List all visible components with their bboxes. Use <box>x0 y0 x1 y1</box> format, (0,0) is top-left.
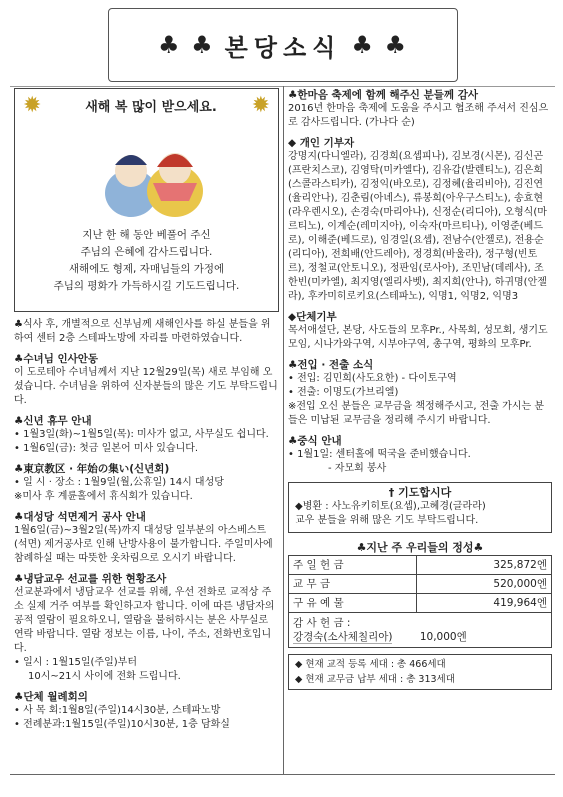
clubs-decoration-right: ♣ ♣ <box>351 31 409 59</box>
section-title: ♣냉담교우 선교를 위한 현황조사 <box>14 573 167 585</box>
section-title: ♣東京教区 · 年始の集い(신년회) <box>14 463 170 475</box>
right-column <box>288 88 552 690</box>
table-row <box>289 594 552 613</box>
section-body: • 전례분과:1월15일(주일)10시30분, 1층 담화실 <box>14 719 230 730</box>
greeting-lines <box>15 227 278 295</box>
section-title: ◆단체기부 <box>288 311 337 323</box>
section-body: • 사 목 회:1월8일(주일)14시30분, 스테파노방 <box>14 705 221 716</box>
section-body: - 자모회 봉사 <box>328 463 387 474</box>
section-new-year-holiday <box>14 414 279 456</box>
section-body: ※미사 후 계륜홀에서 휴식회가 있습니다. <box>14 491 193 502</box>
offering-table <box>288 555 552 648</box>
left-column <box>14 88 279 732</box>
prayer-line: 교우 분들을 위해 많은 기도 부탁드립니다. <box>295 515 479 526</box>
section-title: ♣단체 월례회의 <box>14 691 88 703</box>
greeting-line: 주님의 은혜에 감사드립니다. <box>80 246 213 258</box>
greeting-heading: 새해 복 많이 받으세요. <box>85 100 217 115</box>
lantern-icon-left: ✹ <box>23 93 42 118</box>
section-body: • 일 시 · 장소 : 1월9일(월,公휴일) 14시 대성당 <box>14 477 224 488</box>
new-year-greeting-box <box>14 88 279 312</box>
thanks-offering-cell <box>289 613 552 648</box>
section-title: ♣대성당 석면제거 공사 안내 <box>14 511 146 523</box>
table-cell-label: 주 일 헌 금 <box>289 556 417 575</box>
table-row <box>289 575 552 594</box>
hanbok-children-illustration <box>97 131 207 223</box>
column-divider <box>283 86 284 774</box>
section-body: • 1월1일: 센터홀에 떡국을 준비했습니다. <box>288 449 471 460</box>
section-new-year-greeting-room <box>14 318 279 346</box>
section-body: ♣식사 후, 개별적으로 신부님께 새해인사를 하실 분들을 위하여 센터 2층 스테파노방에 자리를 마련하였습니다. <box>14 319 271 344</box>
thanks-offering-entry <box>293 630 547 644</box>
section-title: ♣신년 휴무 안내 <box>14 415 92 427</box>
section-title: ◆ 개인 기부자 <box>288 137 355 149</box>
prayer-box <box>288 482 552 533</box>
table-cell-label: 구 유 예 물 <box>289 594 417 613</box>
greeting-line: 새해에도 형제, 자매님들의 가정에 <box>68 263 225 275</box>
section-body: 이 도로테아 수녀님께서 지난 12월29일(목) 새로 부임해 오셨습니다. 수녀님을 위하여 신자분들의 많은 기도 부탁드립니다. <box>14 367 278 406</box>
section-group-donors <box>288 310 552 352</box>
section-lapsed-survey <box>14 572 279 684</box>
section-body: 강명지(다니엘라), 김경희(요셉피나), 김보경(시몬), 김신곤(프란치스코), 김영탁(미카엘다), 김유갑(발렌티노), 김은희(스콜라스티카), 김정익(바오로), 김정혜(율리비아), 김진연(율리안나), 김춘림(아녜스), 류봉희(아우구스티노), 송효현(라우렌시오), 손경숙(마리아나), 신정순(리디아), 오형식(마르티노), 이계순(레미지아), 이숙자(마르티나), 이영준(베드로), 이해준(베드로), 임경일(요셉), 전남수(안젤로), 전용순(리디아), 전희배(안드레아), 정경희(바울라), 정구형(빈토르), 정철교(안토니오), 정판임(로사아), 조민남(데레사), 조한빈(미카엘), 최지영(엘리사벳), 최지희(안나), 하귀명(안젤라), 후카미히로키요(스테파노), 익명1, 익명2, 익명3 <box>288 151 547 302</box>
section-asbestos-removal <box>14 510 279 566</box>
section-title: ♣한마음 축제에 함께 해주신 분들께 감사 <box>288 89 478 101</box>
section-body: 1월6일(금)~3월2일(목)까지 대성당 일부분의 아스베스트(석면) 제거공사로 인해 난방사용이 불가합니다. 주일미사에 참례하실 때는 따뜻한 옷차림으로 오시기 바랍니다. <box>14 525 273 564</box>
section-transfer-news <box>288 358 552 428</box>
table-row <box>289 613 552 648</box>
stats-line: ◆ 현재 교무금 납부 세대 : 총 313세대 <box>295 674 455 685</box>
clubs-decoration-left: ♣ ♣ <box>157 31 215 59</box>
section-body: ※전입 오신 분들은 교무금을 책정해주시고, 전출 가시는 분들은 미납된 교무금을 정리해 주시기 바랍니다. <box>288 401 544 426</box>
page-title: 본당소식 <box>224 32 342 62</box>
greeting-line: 주님의 평화가 가득하시길 기도드립니다. <box>53 280 240 292</box>
section-monthly-meetings <box>14 690 279 732</box>
household-stats-box <box>288 654 552 690</box>
section-festival-thanks <box>288 88 552 130</box>
table-cell-value: 419,964엔 <box>417 594 552 613</box>
section-title: ♣중식 안내 <box>288 435 342 447</box>
table-cell-label: 교 무 금 <box>289 575 417 594</box>
section-lunch-info <box>288 434 552 476</box>
section-body: 2016년 한마음 축제에 도움을 주시고 협조해 주셔서 진심으로 감사드립니다. (가나다 순) <box>288 103 549 128</box>
prayer-title: † 기도합시다 <box>388 486 452 499</box>
section-body: • 전출: 이명도(가브리엘) <box>288 387 399 398</box>
greeting-line: 지난 한 해 동안 베풀어 주신 <box>82 229 211 241</box>
thanks-offering-label: 감 사 헌 금 : <box>293 617 351 629</box>
bottom-divider <box>10 774 555 775</box>
section-body: • 일시 : 1월15일(주일)부터 <box>14 657 137 668</box>
section-body: 목서애설단, 본당, 사도들의 모후Pr., 사목회, 성모회, 생기도모임, 시나가와구역, 시부야구역, 총구역, 평화의 모후Pr. <box>288 325 548 350</box>
section-individual-donors <box>288 136 552 304</box>
section-body: 선교분과에서 냉담교우 선교를 위해, 우선 전화로 교적상 주소 실제 거주 여부를 확인하고자 합니다. 이에 따른 냉담자의 공적 열람이 필요하오니, 열람을 불허하시는 분은 사무실로 연락 바랍니다. 열람 정보는 이름, 나이, 주소, 전화번호입니다. <box>14 587 275 654</box>
section-body: • 1월3일(화)~1월5일(목): 미사가 없고, 사무실도 쉽니다. <box>14 429 269 440</box>
thanks-offering-value: 10,000엔 <box>419 631 467 643</box>
table-cell-value: 520,000엔 <box>417 575 552 594</box>
section-body: • 1월6일(금): 첫금 일본어 미사 있습니다. <box>14 443 199 454</box>
section-body: • 전입: 김민희(사도요한) - 다이토구역 <box>288 373 457 384</box>
lantern-icon-right: ✹ <box>251 93 270 118</box>
section-title: ♣전입 · 전출 소식 <box>288 359 374 371</box>
section-tokyo-diocese-gathering <box>14 462 279 504</box>
section-body: 10시~21시 사이에 전화 드립니다. <box>28 671 181 682</box>
section-title: ♣수녀님 인사안동 <box>14 353 99 365</box>
prayer-line: ◆병환 : 사노유키히토(요셉),고혜경(글라라) <box>295 501 486 512</box>
thanks-offering-name: 강경숙(소사체칠리아) <box>293 631 393 643</box>
stats-line: ◆ 현재 교적 등록 세대 : 총 466세대 <box>295 659 446 670</box>
table-row <box>289 556 552 575</box>
section-sister-greeting <box>14 352 279 408</box>
finance-title: ♣지난 주 우리들의 정성♣ <box>356 541 484 554</box>
table-cell-value: 325,872엔 <box>417 556 552 575</box>
page-title-box <box>108 8 458 82</box>
